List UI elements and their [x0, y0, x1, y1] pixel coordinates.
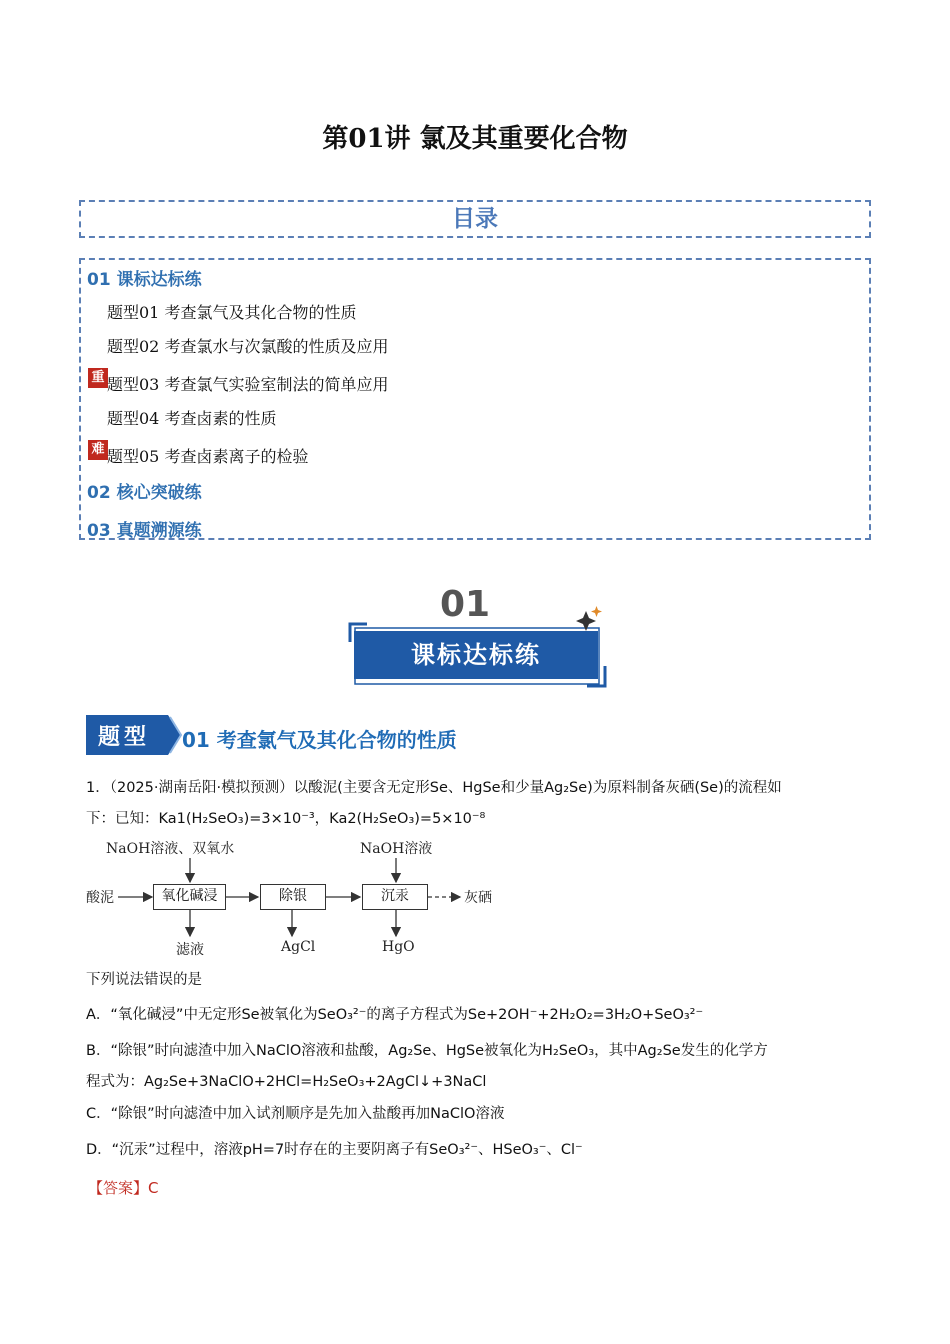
toc-section-1[interactable]: 01 课标达标练 — [87, 270, 202, 290]
flow-input: 酸泥 — [86, 890, 114, 906]
question-stem-line1: 1．（2025·湖南岳阳·模拟预测）以酸泥(主要含无定形Se、HgSe和少量Ag₂Se)为原料制备灰硒(Se)的流程如 — [86, 780, 782, 796]
difficult-badge: 难 — [88, 440, 108, 460]
important-badge: 重 — [88, 368, 108, 388]
flow-output-1: 滤液 — [176, 942, 204, 958]
section-number: 01 — [440, 584, 491, 625]
toc-item-1[interactable]: 题型01 考查氯气及其化合物的性质 — [107, 303, 357, 322]
page-title: 第01讲 氯及其重要化合物 — [322, 124, 628, 154]
toc-heading: 目录 — [79, 200, 871, 238]
flow-reagent-2: NaOH溶液 — [360, 841, 433, 857]
flow-output-3: HgO — [382, 939, 415, 955]
flow-step-mercury-precip: 沉汞 — [362, 884, 428, 910]
tixing-label: 题型 — [98, 724, 151, 750]
answer: 【答案】C — [88, 1179, 159, 1197]
question-prompt: 下列说法错误的是 — [86, 972, 202, 988]
flow-reagent-1: NaOH溶液、双氧水 — [106, 841, 235, 857]
flow-product: 灰硒 — [464, 890, 492, 906]
toc-box — [79, 258, 871, 540]
toc-item-4[interactable]: 题型04 考查卤素的性质 — [107, 409, 277, 428]
toc-item-3[interactable]: 题型03 考查氯气实验室制法的简单应用 — [107, 375, 389, 394]
toc-item-2[interactable]: 题型02 考查氯水与次氯酸的性质及应用 — [107, 337, 389, 356]
question-stem-line2: 下：已知：Ka1(H₂SeO₃)=3×10⁻³，Ka2(H₂SeO₃)=5×10⁻⁸ — [86, 811, 486, 827]
flow-output-2: AgCl — [281, 939, 316, 955]
flow-step-silver-removal: 除银 — [260, 884, 326, 910]
tixing-title: 01 考查氯气及其化合物的性质 — [182, 728, 457, 752]
section-banner-label: 课标达标练 — [354, 631, 598, 679]
toc-item-5[interactable]: 题型05 考查卤素离子的检验 — [107, 447, 309, 466]
option-b-line2[interactable]: 程式为：Ag₂Se+3NaClO+2HCl=H₂SeO₃+2AgCl↓+3NaCl — [86, 1074, 487, 1090]
flow-step-oxidation: 氧化碱浸 — [153, 884, 226, 910]
option-d[interactable]: D．“沉汞”过程中，溶液pH=7时存在的主要阴离子有SeO₃²⁻、HSeO₃⁻、Cl⁻ — [86, 1142, 583, 1158]
option-b-line1[interactable]: B．“除银”时向滤渣中加入NaClO溶液和盐酸，Ag₂Se、HgSe被氧化为H₂SeO₃，其中Ag₂Se发生的化学方 — [86, 1043, 768, 1059]
option-c[interactable]: C．“除银”时向滤渣中加入试剂顺序是先加入盐酸再加NaClO溶液 — [86, 1106, 505, 1122]
option-a[interactable]: A．“氧化碱浸”中无定形Se被氧化为SeO₃²⁻的离子方程式为Se+2OH⁻+2H₂O₂=3H₂O+SeO₃²⁻ — [86, 1007, 704, 1023]
toc-section-2[interactable]: 02 核心突破练 — [87, 483, 202, 503]
toc-section-3[interactable]: 03 真题溯源练 — [87, 521, 202, 541]
